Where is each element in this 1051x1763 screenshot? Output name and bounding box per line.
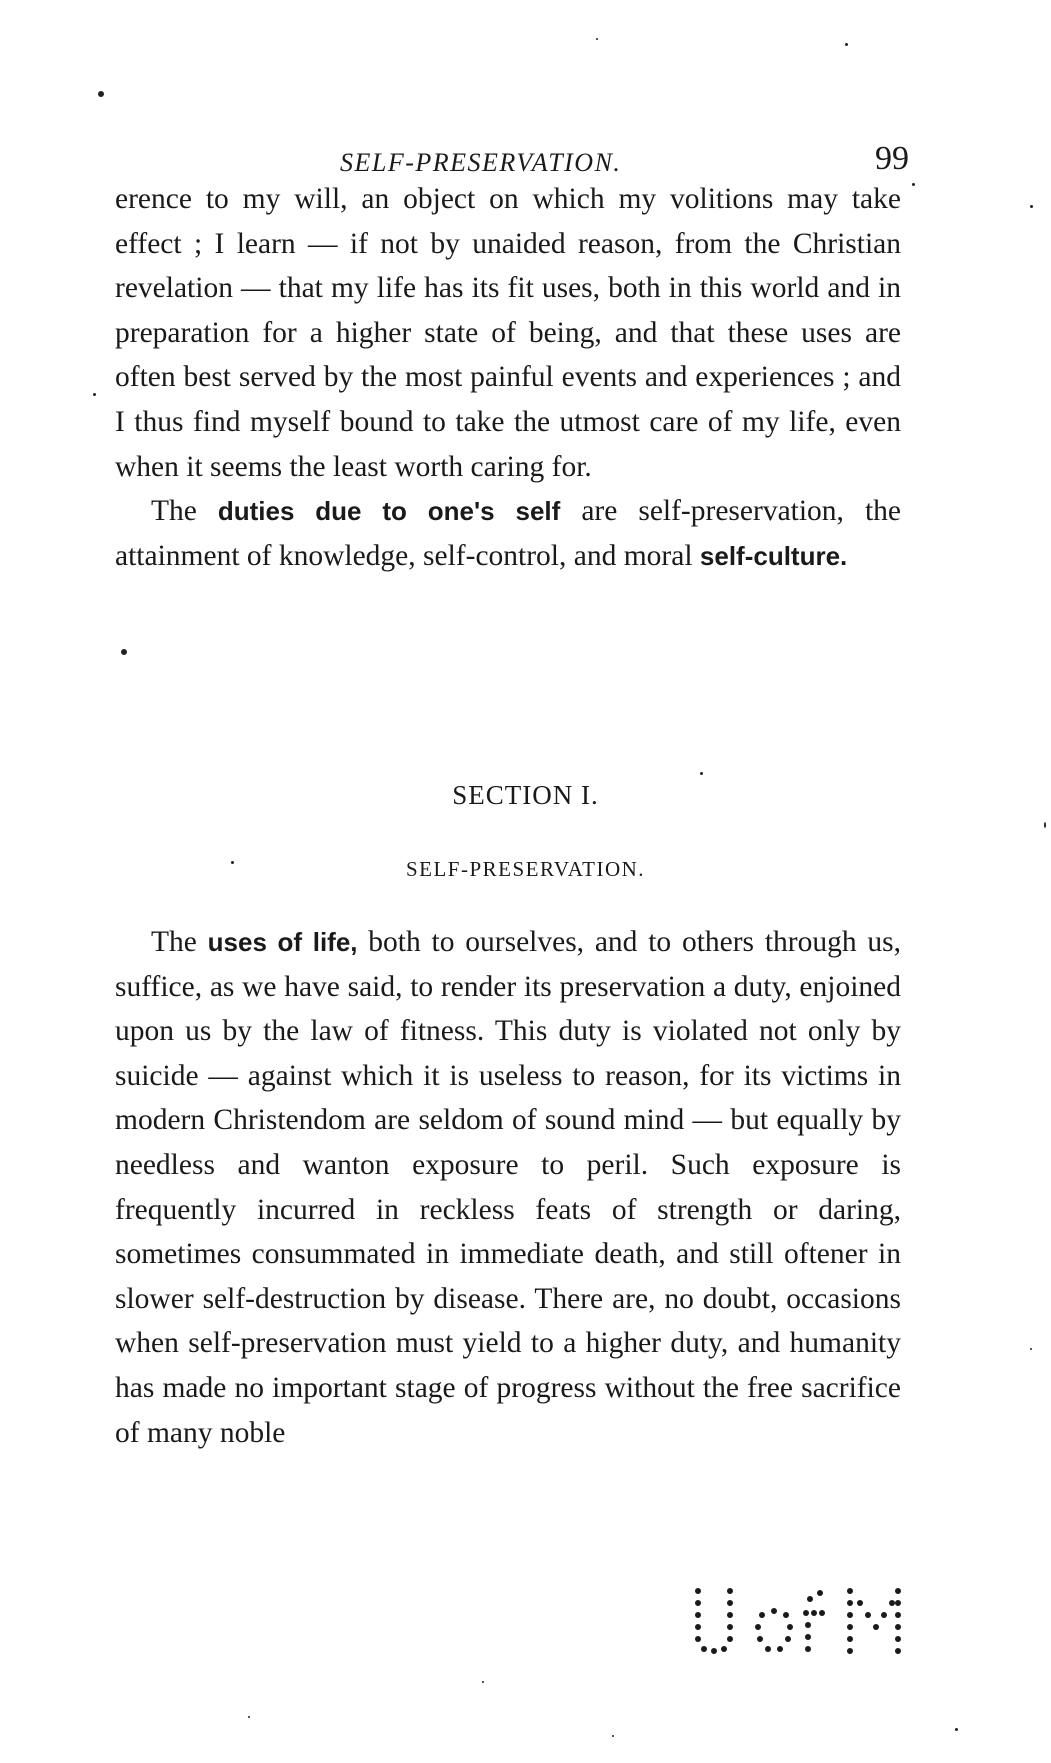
paragraph-duties-start: The <box>151 495 218 528</box>
page-number: 99 <box>875 140 909 177</box>
running-title: SELF-PRESERVATION. <box>340 148 622 177</box>
scan-speck <box>612 1735 614 1737</box>
lower-text-block <box>115 920 901 1455</box>
bold-term-self-culture: self-culture. <box>699 540 848 571</box>
scan-speck <box>98 91 104 97</box>
scan-speck <box>955 1728 958 1731</box>
section-heading: SECTION I. <box>452 780 599 810</box>
paragraph-continued: erence to my will, an object on which my volitions may take effect ; I learn — if not by unaided reason, from the Christian revelation — that my life has its fit uses, both in this world and in preparation for a higher state of being, and that these uses are often best served by the most painful events and experiences ; and I thus find myself bound to take the utmost care of my life, even when it seems the least worth caring for. <box>115 183 901 483</box>
upper-text-block <box>115 177 901 578</box>
paragraph-uses-start: The <box>151 926 208 958</box>
library-perforation-stamp <box>690 1585 905 1665</box>
scan-speck <box>1030 1348 1032 1350</box>
scan-speck <box>482 1681 484 1683</box>
scan-speck <box>231 861 234 864</box>
scan-speck <box>248 1716 250 1718</box>
bold-term-uses-of-life: uses of life, <box>207 927 358 957</box>
scan-speck <box>1030 205 1033 208</box>
scan-speck <box>912 183 915 186</box>
paragraph-uses-rest: both to ourselves, and to others through us, suffice, as we have said, to render its preservation a duty, enjoined upon us by the law of fitness. This duty is violated not only by suicide — against which it is useless to reason, for its victims in modern Christendom are seldom of sound mind — but equally by needless and wanton exposure to peril. Such exposure is frequently incurred in reckless feats of strength or daring, sometimes consummated in immediate death, and still oftener in slower self-destruction by disease. There are, no doubt, occasions when self-preservation must yield to a higher duty, and humanity has made no important stage of progress without the free sacrifice of many noble <box>115 926 901 1449</box>
scan-speck <box>121 649 127 655</box>
scan-speck <box>93 393 96 396</box>
scan-speck <box>700 772 703 775</box>
scan-speck <box>845 43 848 46</box>
section-subheading: SELF-PRESERVATION. <box>405 857 646 881</box>
bold-term-duties: duties due to one's self <box>217 496 561 527</box>
scan-speck <box>1044 822 1046 828</box>
scan-speck <box>596 38 598 40</box>
paragraph-duties <box>115 489 901 578</box>
running-head <box>115 140 915 180</box>
paragraph-uses-of-life <box>115 920 901 1455</box>
paragraph-duties-middle: are self-preservation, the attainment of knowledge, self-control, and moral <box>115 495 901 572</box>
